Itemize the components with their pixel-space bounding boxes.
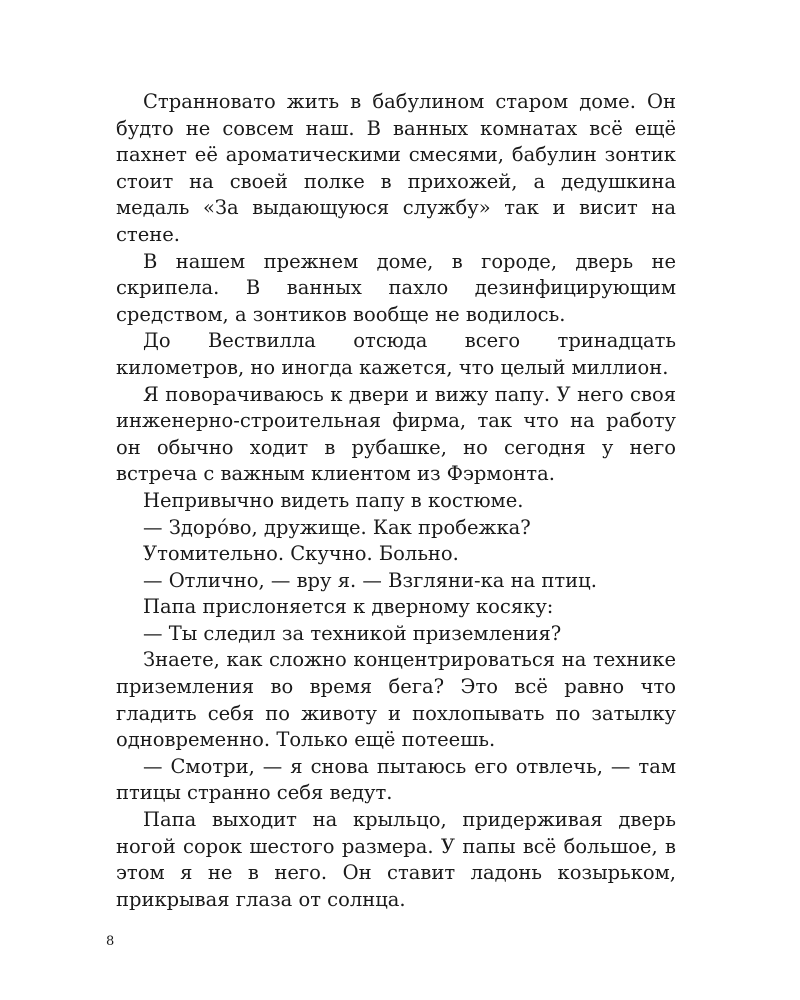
paragraph-3: До Вествилла отсюда всего тринадцать километров, но иногда кажется, что целый миллион. [116,329,676,379]
paragraph-4: Я поворачиваюсь к двери и вижу папу. У него своя инженерно-строительная фирма, так что на работу он обычно ходит в рубашке, но сегодня у него встреча с важным клиентом из Фэрмонта. [116,382,676,486]
paragraph-1: Странновато жить в бабулином старом доме. Он будто не совсем наш. В ванных комнатах всё ещё пахнет её ароматическими смесями, бабулин зонтик стоит на своей полке в прихожей, а дедушкина медаль «За выдающуюся службу» так и висит на стене. [116,90,676,246]
paragraph-7: Утомительно. Скучно. Больно. [143,542,459,566]
paragraph-9: Папа прислоняется к дверному косяку: [143,595,554,619]
paragraph-13: Папа выходит на крыльцо, придерживая дверь ногой сорок шестого размера. У папы всё большое, в этом я не в него. Он ставит ладонь козырьком, прикрывая глаза от солнца. [116,808,676,911]
page-number: 8 [106,934,115,949]
body-text [116,89,676,913]
paragraph-12: — Смотри, — я снова пытаюсь его отвлечь, — там птицы странно себя ведут. [116,754,676,805]
paragraph-11: Знаете, как сложно концентрироваться на технике приземления во время бега? Это всё равно что гладить себя по животу и похлопывать по затылку одновременно. Только ещё потеешь. [116,648,676,752]
paragraph-8: — Отлично, — вру я. — Взгляни-ка на птиц. [143,568,597,592]
paragraph-10: — Ты следил за техникой приземления? [143,621,562,645]
paragraph-2: В нашем прежнем доме, в городе, дверь не скрипела. В ванных пахло дезинфицирующим средством, а зонтиков вообще не водилось. [116,249,676,326]
paragraph-5: Непривычно видеть папу в костюме. [143,488,524,512]
paragraph-6: — Здоро́во, дружище. Как пробежка? [143,515,531,539]
